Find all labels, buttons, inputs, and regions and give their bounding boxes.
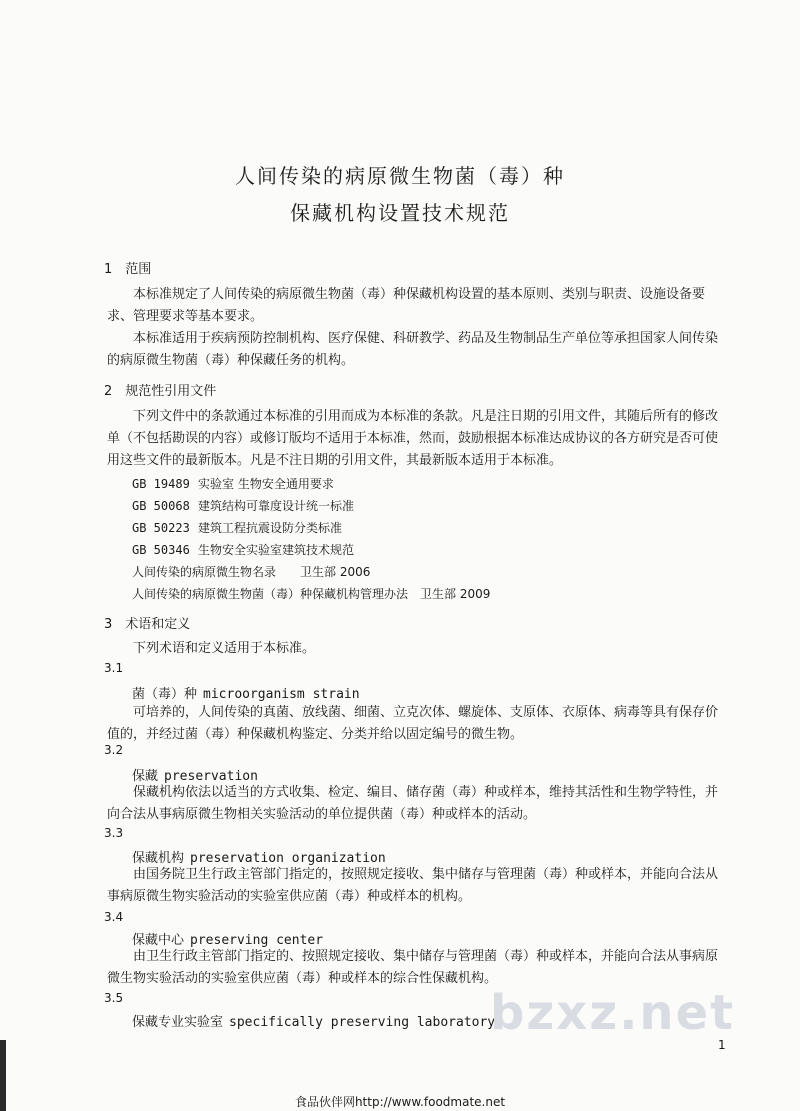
section-2-heading: 2 规范性引用文件 [104,384,217,399]
term-number: 3.2 [104,743,124,757]
section-1-heading: 1 范围 [104,262,152,277]
section-2-para-1: 下列文件中的条款通过本标准的引用而成为本标准的条款。凡是注日期的引用文件，其随后所有的修改单（不包括勘误的内容）或修订版均不适用于本标准，然而，鼓励根据本标准达成协议的各方研究是否可使用这些文件的最新版本。凡是不注日期的引用文件，其最新版本适用于本标准。 [107,409,719,468]
term-number: 3.4 [104,910,124,924]
term-zh: 保藏专业实验室 [132,1015,224,1030]
term-en: specifically preserving laboratory [229,1015,496,1030]
reference-code: GB 50346 [132,543,190,557]
reference-item: 人间传染的病原微生物菌（毒）种保藏机构管理办法 卫生部 2009 [132,587,491,601]
term-definition: 保藏机构依法以适当的方式收集、检定、编目、储存菌（毒）种或样本，维持其活性和生物学特性，并向合法从事病原微生物相关实验活动的单位提供菌（毒）种或样本的活动。 [107,785,719,822]
doc-title-line1: 人间传染的病原微生物菌（毒）种 [235,164,565,188]
reference-item [132,541,354,558]
term-zh: 保藏中心 [132,933,185,948]
section-1-para-2: 本标准适用于疾病预防控制机构、医疗保健、科研教学、药品及生物制品生产单位等承担国家人间传染的病原微生物菌（毒）种保藏任务的机构。 [107,331,719,368]
term-number: 3.1 [104,661,124,675]
section-3-intro: 下列术语和定义适用于本标准。 [133,641,316,656]
reference-item [132,475,334,492]
watermark: bzxz.net [490,985,736,1041]
term-definition: 可培养的，人间传染的真菌、放线菌、细菌、立克次体、螺旋体、支原体、衣原体、病毒等具有保存价值的，并经过菌（毒）种保藏机构鉴定、分类并给以固定编号的微生物。 [107,705,719,742]
term-number: 3.3 [104,826,124,840]
reference-item: 人间传染的病原微生物名录 卫生部 2006 [132,565,371,579]
reference-title: 实验室 生物安全通用要求 [198,477,334,491]
term-zh: 保藏机构 [132,851,185,866]
reference-code: GB 50223 [132,521,190,535]
reference-item [132,497,354,514]
term-zh: 保藏 [132,769,159,784]
reference-code: GB 50068 [132,499,190,513]
term-number: 3.5 [104,991,124,1005]
term-en: preservation organization [190,851,386,866]
reference-code: GB 19489 [132,477,190,491]
reference-title: 建筑工程抗震设防分类标准 [198,521,343,535]
section-3-heading: 3 术语和定义 [104,617,191,632]
term-definition: 由国务院卫生行政主管部门指定的，按照规定接收、集中储存与管理菌（毒）种或样本，并能向合法从事病原微生物实验活动的实验室供应菌（毒）种或样本的机构。 [107,867,719,904]
page-number: 1 [718,1038,726,1052]
reference-title: 生物安全实验室建筑技术规范 [198,543,355,557]
term-en: preserving center [190,933,324,948]
footer-source: 食品伙伴网http://www.foodmate.net [294,1095,506,1109]
term-definition: 由卫生行政主管部门指定的、按照规定接收、集中储存与管理菌（毒）种或样本，并能向合法从事病原微生物实验活动的实验室供应菌（毒）种或样本的综合性保藏机构。 [107,949,719,986]
term-en: microorganism strain [203,687,360,702]
term-heading [132,1011,495,1030]
reference-item [132,519,342,536]
term-heading [132,683,360,702]
reference-title: 建筑结构可靠度设计统一标准 [198,499,355,513]
doc-title-line2: 保藏机构设置技术规范 [290,201,510,225]
term-en: preservation [164,769,258,784]
term-zh: 菌（毒）种 [132,687,198,702]
section-1-para-1: 本标准规定了人间传染的病原微生物菌（毒）种保藏机构设置的基本原则、类别与职责、设施设备要求、管理要求等基本要求。 [107,287,706,324]
